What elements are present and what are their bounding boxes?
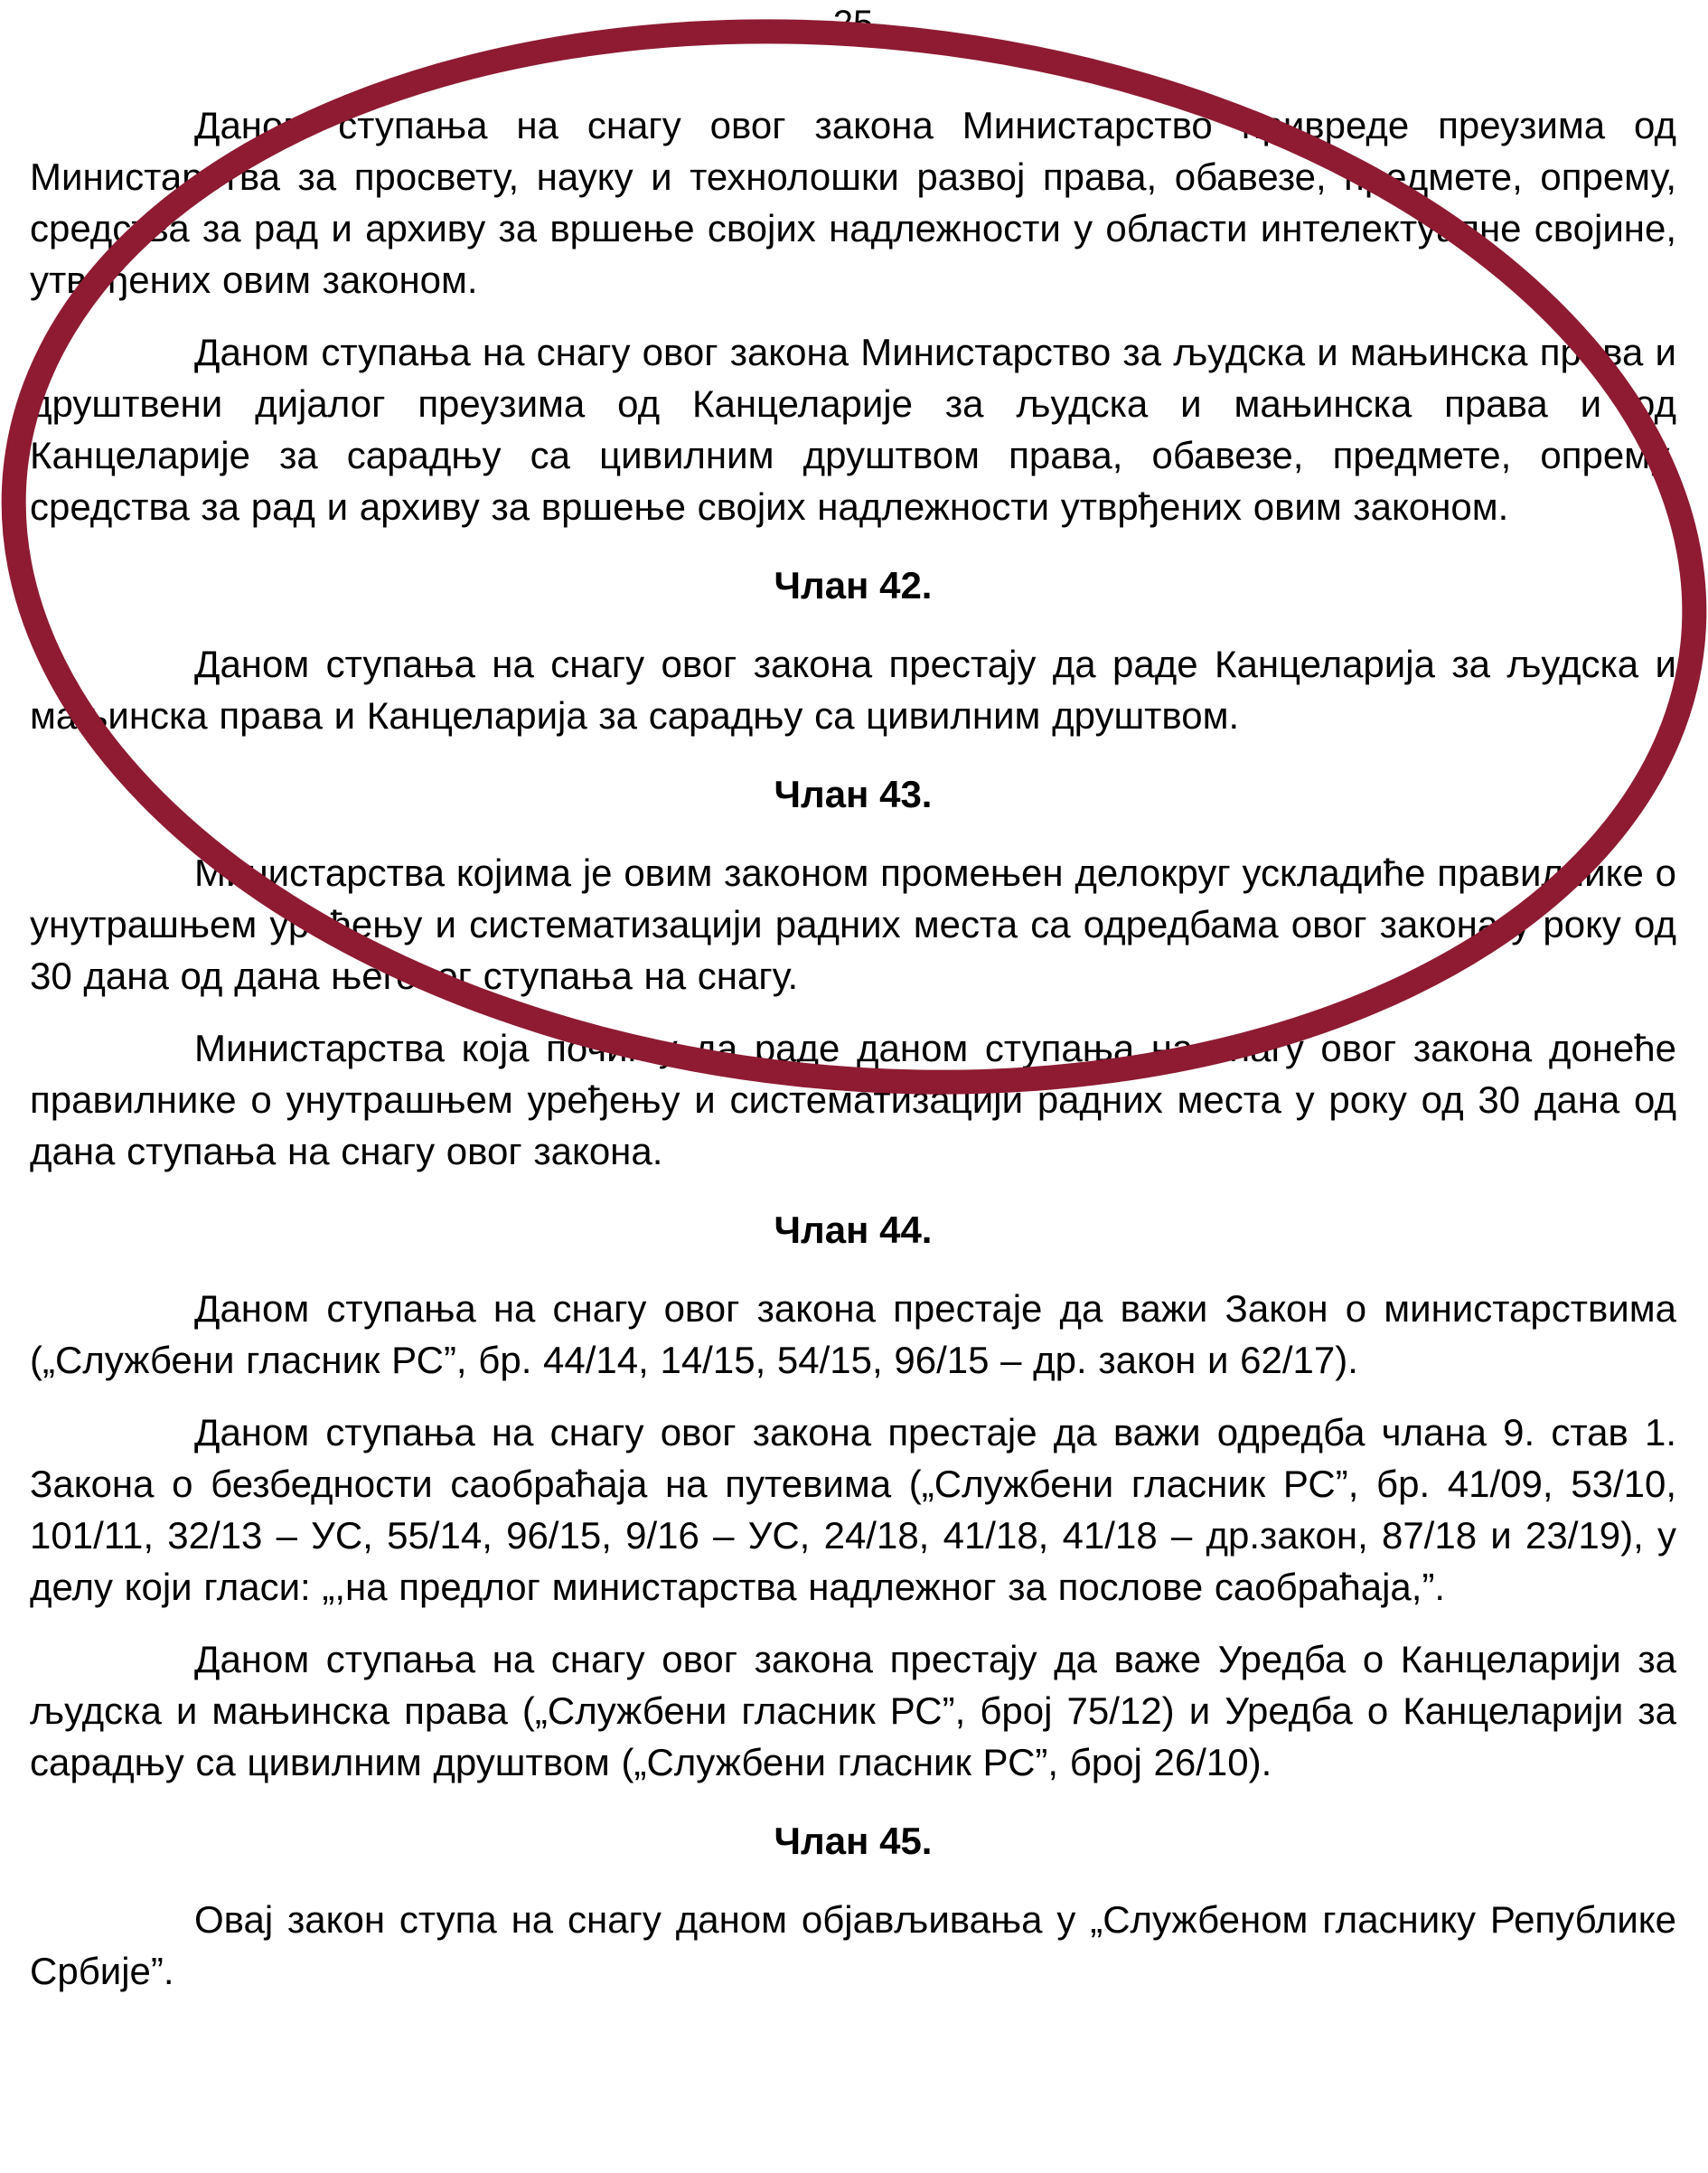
article-heading-clan-44: Члан 44. bbox=[774, 1209, 933, 1251]
paragraph: Даном ступања на снагу овог закона престаје да важи Закон о министарствима („Службени гласник РС”, бр. 44/14, 14/15, 54/15, 96/15 – др. закон и 62/17). bbox=[30, 1287, 1676, 1381]
paragraph: Даном ступања на снагу овог закона престају да раде Канцеларија за људска и мањинска права и Канцеларија за сарадњу са цивилним друштвом. bbox=[30, 643, 1676, 737]
document-content bbox=[30, 0, 1676, 2018]
paragraph: Даном ступања на снагу овог закона Министарство за људска и мањинска права и друштвени дијалог преузима од Канцеларије за људска и мањинска права и од Канцеларије за сарадњу са цивилним друштвом права, обавезе, предмете, опрему, средства за рад и архиву за вршење својих надлежности утврђених овим законом. bbox=[30, 331, 1676, 528]
paragraph: Министарства којима је овим законом промењен делокруг ускладиће правилнике о унутрашњем уређењу и систематизацији радних места са одредбама овог закона у року од 30 дана од дана његовог ступања на снагу. bbox=[30, 851, 1676, 997]
article-heading-clan-45: Члан 45. bbox=[774, 1820, 933, 1862]
article-heading-clan-43: Члан 43. bbox=[774, 773, 933, 815]
paragraph: Даном ступања на снагу овог закона престају да важе Уредба о Канцеларији за људска и мањинска права („Службени гласник РС”, број 75/12) и Уредба о Канцеларији за сарадњу са цивилним друштвом („Службени гласник РС”, број 26/10). bbox=[30, 1638, 1676, 1783]
article-heading-clan-42: Члан 42. bbox=[774, 564, 933, 607]
paragraph: Даном ступања на снагу овог закона Министарство привреде преузима од Министарства за просвету, науку и технолошки развој права, обавезе, предмете, опрему, средства за рад и архиву за вршење својих надлежности у области интелектуалне својине, утврђених овим законом. bbox=[30, 104, 1676, 301]
paragraph: Даном ступања на снагу овог закона престаје да важи одредба члана 9. став 1. Закона о безбедности саобраћаја на путевима („Службени гласник РС”, бр. 41/09, 53/10, 101/11, 32/13 – УС, 55/14, 96/15, 9/16 – УС, 24/18, 41/18, 41/18 – др.закон, 87/18 и 23/19), у делу који гласи: „,на предлог министарства надлежног за послове саобраћаја,”. bbox=[30, 1411, 1676, 1608]
page-number: 25 bbox=[832, 4, 874, 43]
paragraph: Министарства која почињу да раде даном ступања на снагу овог закона донеће правилнике о унутрашњем уређењу и систематизацији радних места у року од 30 дана од дана ступања на снагу овог закона. bbox=[30, 1027, 1676, 1172]
paragraph: Овај закон ступа на снагу даном објављивања у „Службеном гласнику Републике Србије”. bbox=[30, 1898, 1676, 1992]
